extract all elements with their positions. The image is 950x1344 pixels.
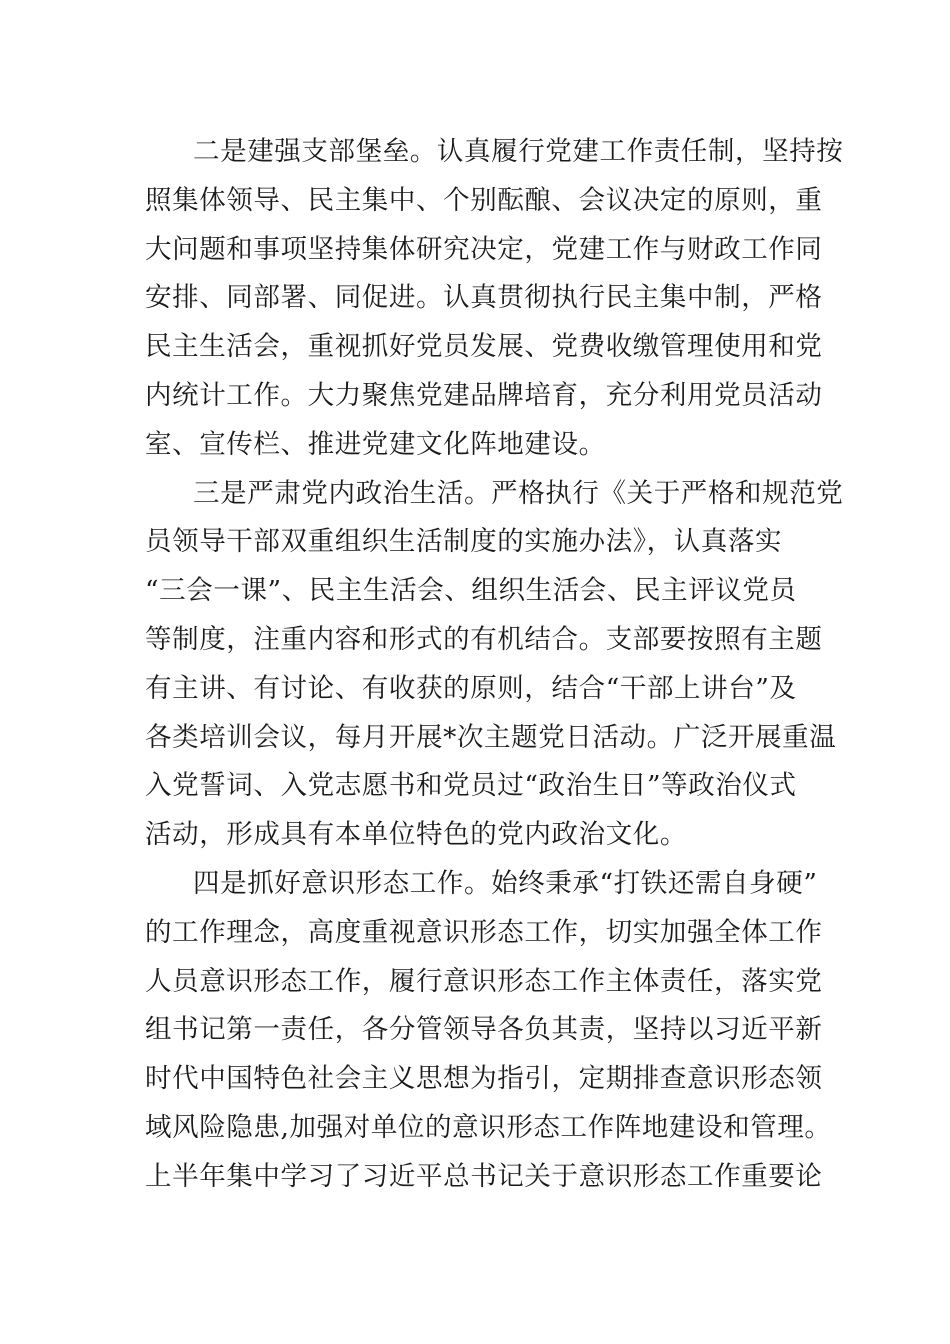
paragraph-3-line-4: 等制度，注重内容和形式的有机结合。支部要按照有主题 bbox=[145, 623, 823, 655]
paragraph-3-line-5: 有主讲、有讨论、有收获的原则，结合“干部上讲台”及 bbox=[145, 672, 797, 704]
paragraph-3-line-3: “三会一课”、民主生活会、组织生活会、民主评议党员 bbox=[145, 575, 797, 607]
paragraph-2-line-1: 二是建强支部堡垒。认真履行党建工作责任制，坚持按 bbox=[193, 136, 844, 167]
paragraph-4-line-2: 的工作理念，高度重视意识形态工作，切实加强全体工作 bbox=[145, 916, 823, 948]
paragraph-3-line-8: 活动，形成具有本单位特色的党内政治文化。 bbox=[145, 819, 687, 851]
paragraph-4-line-3: 人员意识形态工作，履行意识形态工作主体责任，落实党 bbox=[145, 965, 823, 997]
paragraph-4-line-5: 时代中国特色社会主义思想为指引，定期排查意识形态领 bbox=[145, 1063, 823, 1095]
paragraph-4-line-6: 域风险隐患,加强对单位的意识形态工作阵地建设和管理。 bbox=[145, 1111, 832, 1143]
paragraph-2-line-3: 大问题和事项坚持集体研究决定，党建工作与财政工作同 bbox=[145, 233, 823, 265]
paragraph-2-line-2: 照集体领导、民主集中、个别酝酿、会议决定的原则，重 bbox=[145, 184, 823, 216]
document-body bbox=[145, 128, 844, 1202]
paragraph-2-line-7: 室、宣传栏、推进党建文化阵地建设。 bbox=[145, 428, 606, 460]
paragraph-2-line-5: 民主生活会，重视抓好党员发展、党费收缴管理使用和党 bbox=[145, 331, 823, 363]
paragraph-3-line-7: 入党誓词、入党志愿书和党员过“政治生日”等政治仪式 bbox=[145, 770, 797, 802]
paragraph-3-line-6: 各类培训会议，每月开展*次主题党日活动。广泛开展重温 bbox=[145, 721, 837, 753]
paragraph-4-line-4: 组书记第一责任，各分管领导各负其责，坚持以习近平新 bbox=[145, 1014, 823, 1046]
paragraph-2-line-4: 安排、同部署、同促进。认真贯彻执行民主集中制，严格 bbox=[145, 282, 823, 314]
paragraph-3-line-1: 三是严肃党内政治生活。严格执行《关于严格和规范党 bbox=[193, 477, 844, 509]
paragraph-4-line-7: 上半年集中学习了习近平总书记关于意识形态工作重要论 bbox=[145, 1160, 823, 1192]
paragraph-3-line-2: 员领导干部双重组织生活制度的实施办法》，认真落实 bbox=[145, 526, 783, 558]
paragraph-4-line-1: 四是抓好意识形态工作。始终秉承“打铁还需自身硬” bbox=[193, 867, 818, 899]
paragraph-2-line-6: 内统计工作。大力聚焦党建品牌培育，充分利用党员活动 bbox=[145, 379, 823, 411]
